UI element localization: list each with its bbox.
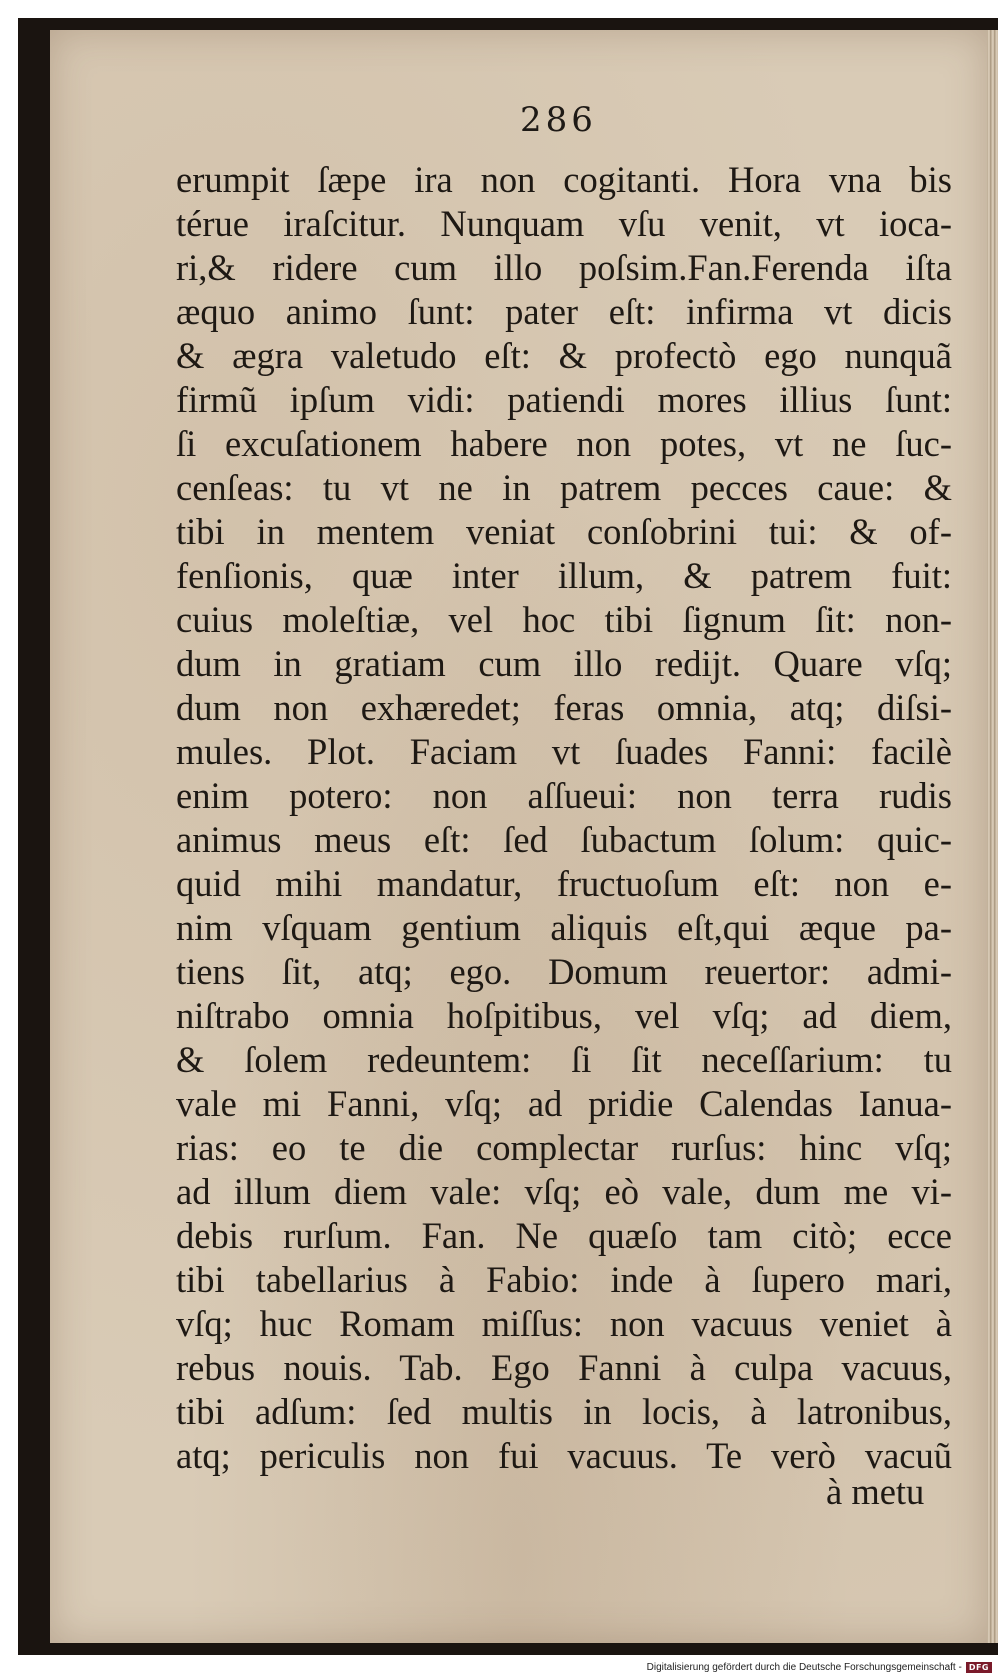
text-line: æquo animo ſunt: pater eſt: infirma vt dicis <box>176 291 952 332</box>
digitization-footer <box>647 1662 992 1673</box>
text-line: ſi excuſationem habere non potes, vt ne ſuc- <box>176 423 952 464</box>
text-line: ad illum diem vale: vſq; eò vale, dum me vi- <box>176 1171 952 1212</box>
text-line: enim potero: non aſſueui: non terra rudis <box>176 775 952 816</box>
text-line: animus meus eſt: ſed ſubactum ſolum: quic- <box>176 819 952 860</box>
text-line: quid mihi mandatur, fructuoſum eſt: non e- <box>176 863 952 904</box>
text-line: rebus nouis. Tab. Ego Fanni à culpa vacuus, <box>176 1347 952 1388</box>
text-line: cuius moleſtiæ, vel hoc tibi ſignum ſit: non- <box>176 599 952 640</box>
text-line: niſtrabo omnia hoſpitibus, vel vſq; ad diem, <box>176 995 952 1036</box>
text-line: tiens ſit, atq; ego. Domum reuertor: admi- <box>176 951 952 992</box>
page-fore-edge <box>987 30 998 1643</box>
text-line: & ſolem redeuntem: ſi ſit neceſſarium: tu <box>176 1039 952 1080</box>
text-line: ri,& ridere cum illo poſsim.Fan.Ferenda iſta <box>176 247 952 288</box>
text-line: dum in gratiam cum illo redijt. Quare vſq; <box>176 643 952 684</box>
text-line: rias: eo te die complectar rurſus: hinc vſq; <box>176 1127 952 1168</box>
text-line: tibi tabellarius à Fabio: inde à ſupero mari, <box>176 1259 952 1300</box>
text-line: tibi in mentem veniat conſobrini tui: & of- <box>176 511 952 552</box>
text-line: cenſeas: tu vt ne in patrem pecces caue: & <box>176 467 952 508</box>
catchword: à metu <box>826 1471 925 1512</box>
text-line: erumpit ſæpe ira non cogitanti. Hora vna bis <box>176 159 952 200</box>
text-line: firmũ ipſum vidi: patiendi mores illius ſunt: <box>176 379 952 420</box>
footer-credit-text: Digitalisierung gefördert durch die Deutsche Forschungsgemeinschaft - <box>646 1662 962 1673</box>
text-line: atq; periculis non fui vacuus. Te verò vacuũ <box>176 1435 952 1476</box>
text-line: térue iraſcitur. Nunquam vſu venit, vt ioca- <box>176 203 952 244</box>
text-line: & ægra valetudo eſt: & profectò ego nunquã <box>176 335 952 376</box>
text-line: vale mi Fanni, vſq; ad pridie Calendas Ianua- <box>176 1083 952 1124</box>
page-text-block <box>176 158 952 1478</box>
text-line: mules. Plot. Faciam vt ſuades Fanni: facilè <box>176 731 952 772</box>
text-line: tibi adſum: ſed multis in locis, à latronibus, <box>176 1391 952 1432</box>
text-line: dum non exhæredet; feras omnia, atq; diſsi- <box>176 687 952 728</box>
text-line: vſq; huc Romam miſſus: non vacuus veniet à <box>176 1303 952 1344</box>
dfg-logo-icon: DFG <box>966 1662 992 1673</box>
text-line: fenſionis, quæ inter illum, & patrem fuit: <box>176 555 952 596</box>
page-number: 286 <box>520 100 597 140</box>
text-line: nim vſquam gentium aliquis eſt,qui æque pa- <box>176 907 952 948</box>
text-line: debis rurſum. Fan. Ne quæſo tam citò; ecce <box>176 1215 952 1256</box>
